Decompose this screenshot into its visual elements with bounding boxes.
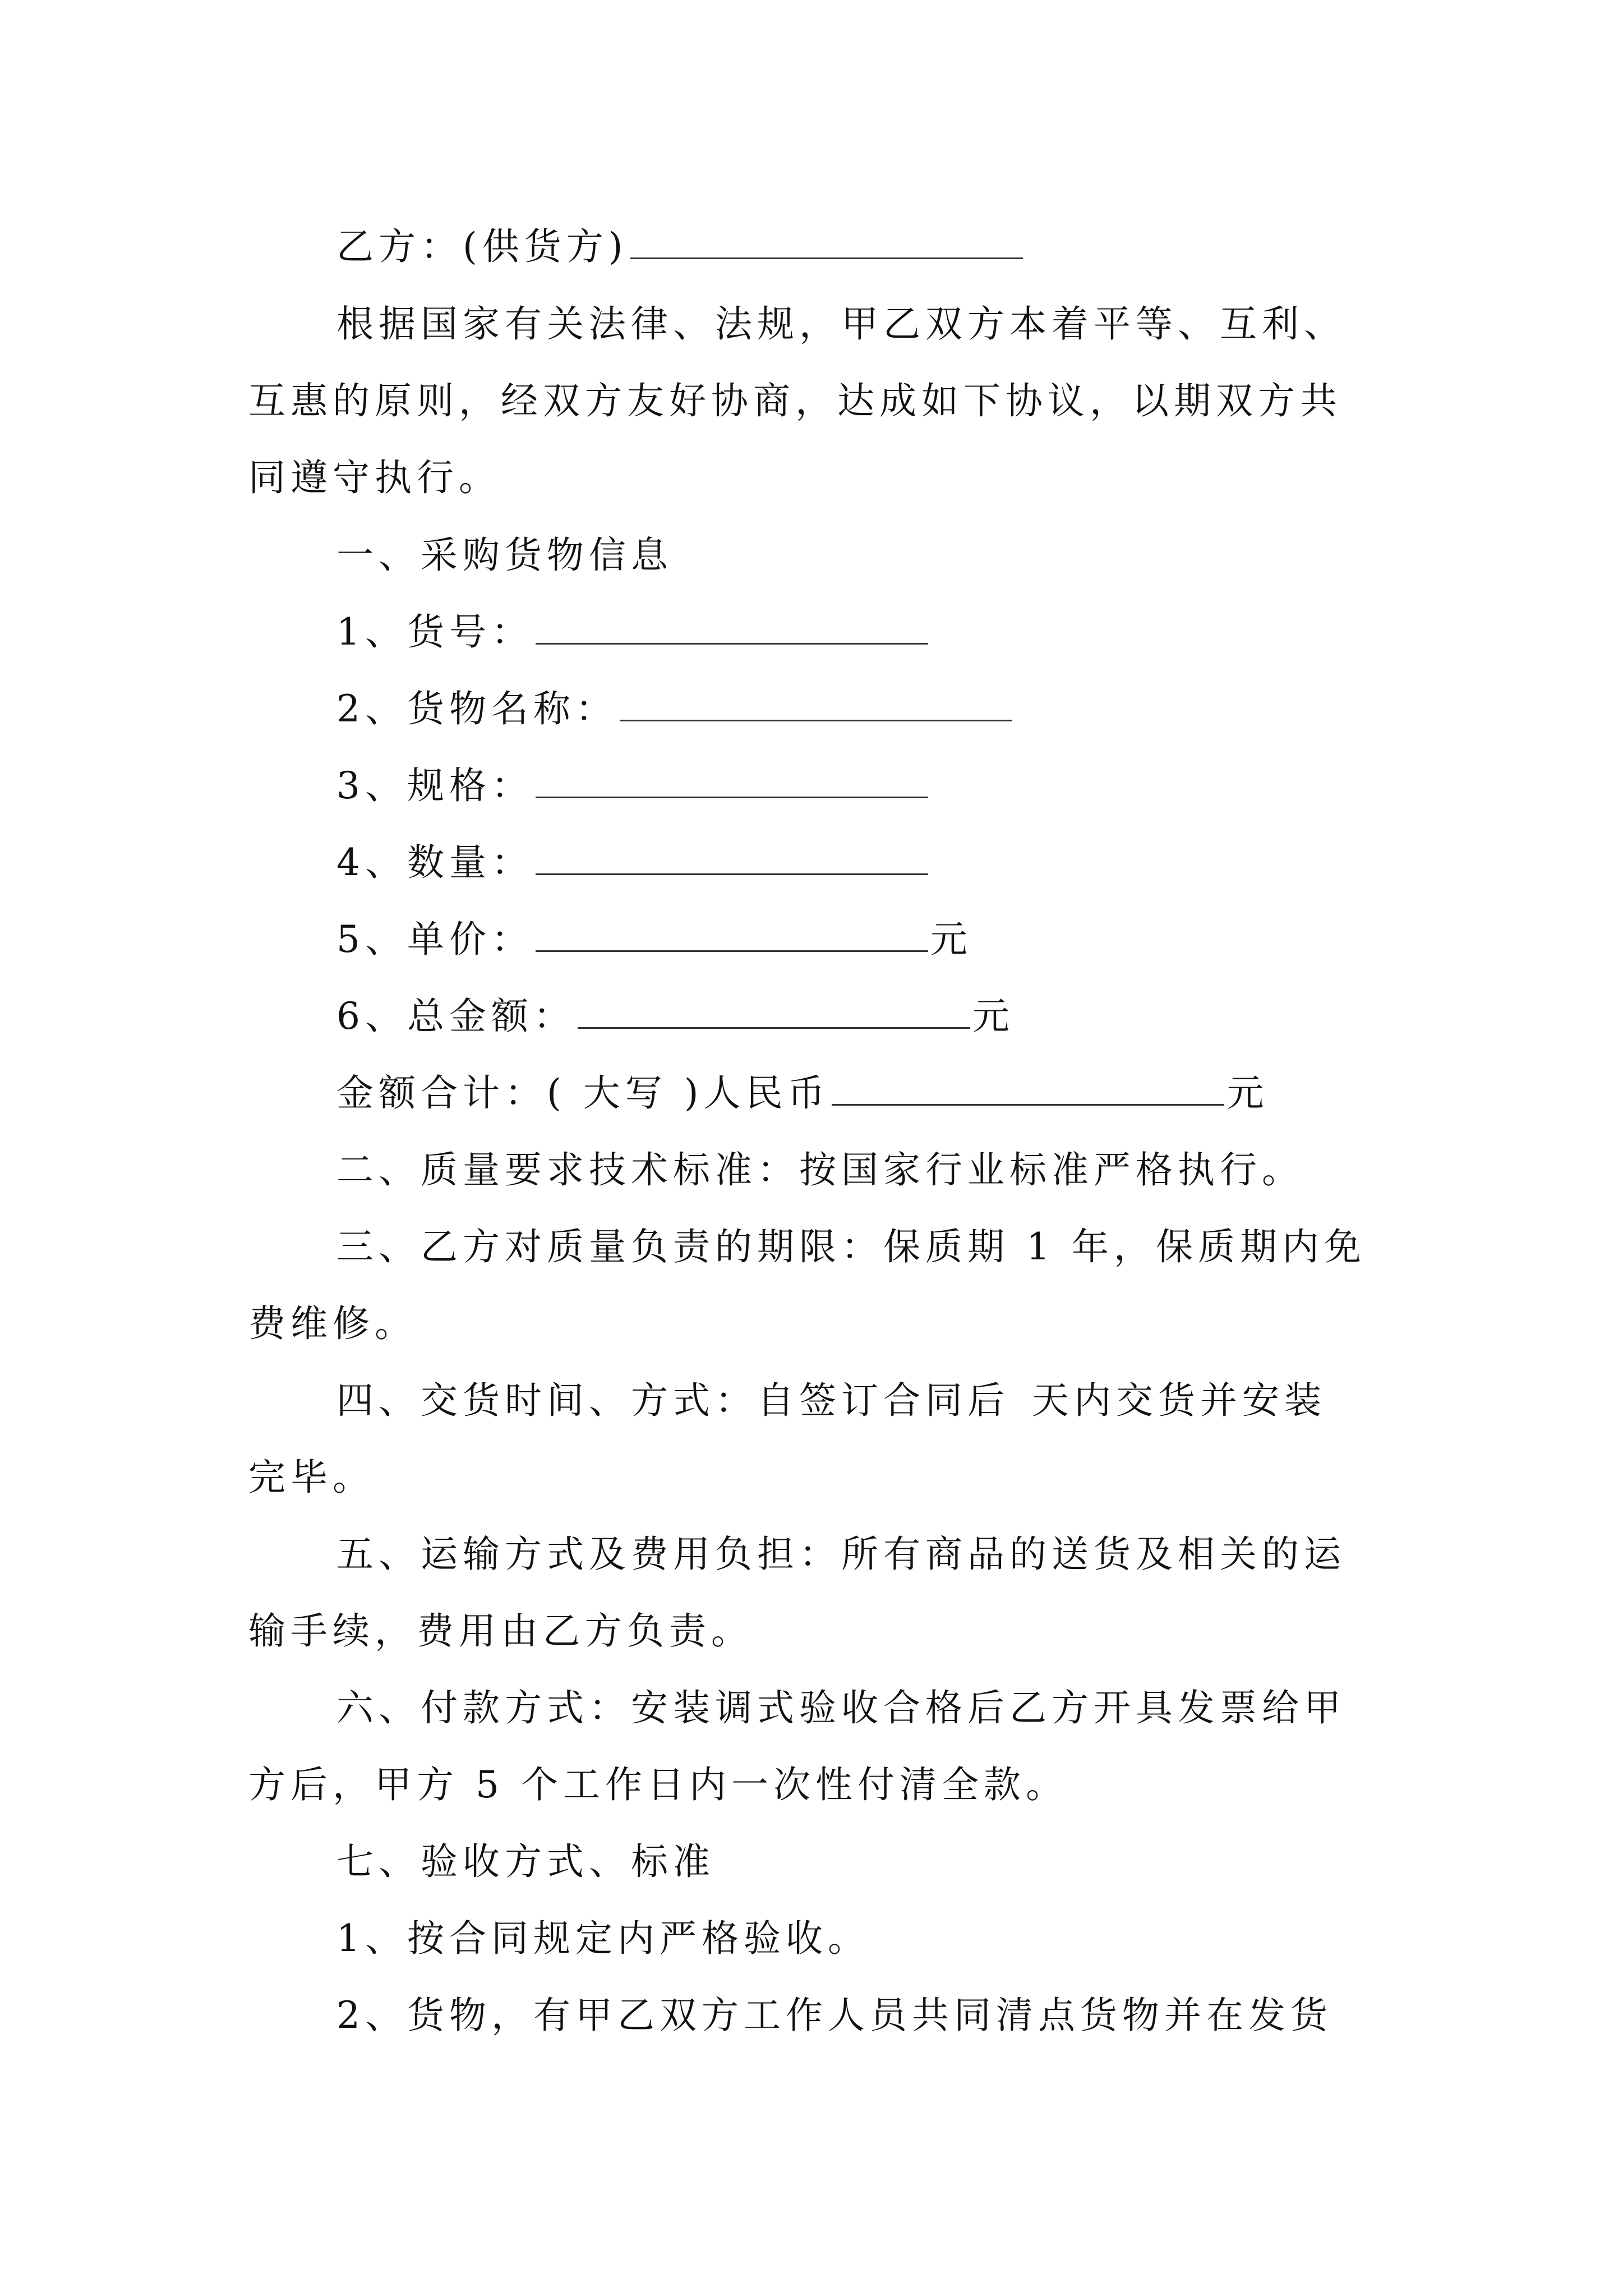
item-goods-name	[0, 675, 1623, 743]
section2-text: 二、质量要求技术标准：按国家行业标准严格执行。	[336, 1148, 1304, 1191]
item-blank	[536, 917, 928, 952]
party-b-label: 乙方：(供货方)	[336, 225, 628, 268]
item-label: 4、数量：	[336, 841, 533, 884]
party-b-blank	[630, 224, 1023, 259]
item-suffix: 元	[930, 918, 972, 961]
party-b-line	[0, 213, 1623, 280]
item-unit-price	[0, 906, 1623, 973]
item-goods-number	[0, 599, 1623, 666]
section5-line-1: 五、运输方式及费用负担：所有商品的送货及相关的运	[336, 1533, 1346, 1576]
section5-line-2: 输手续，费用由乙方负责。	[248, 1609, 753, 1653]
item-quantity	[0, 829, 1623, 896]
intro-line-1: 根据国家有关法律、法规，甲乙双方本着平等、互利、	[336, 302, 1346, 346]
item-blank	[578, 993, 970, 1029]
item-label: 2、货物名称：	[336, 687, 617, 730]
amount-total-blank	[832, 1070, 1224, 1106]
item-label: 5、单价：	[336, 918, 533, 961]
item-label: 1、货号：	[336, 610, 533, 654]
section6-line-1: 六、付款方式：安装调式验收合格后乙方开具发票给甲	[336, 1686, 1346, 1729]
section3-line-2: 费维修。	[248, 1302, 417, 1345]
section7-heading: 七、验收方式、标准	[336, 1840, 715, 1883]
item-blank	[620, 686, 1012, 721]
section4-line-2: 完毕。	[248, 1456, 375, 1499]
item-suffix: 元	[972, 995, 1015, 1038]
item-blank	[536, 840, 928, 875]
section6-line-2: 方后，甲方 5 个工作日内一次性付清全款。	[248, 1763, 1068, 1806]
item-blank	[536, 609, 928, 645]
section1-heading: 一、采购货物信息	[336, 533, 673, 577]
section4-text-a: 四、交货时间、方式：自签订合同后	[336, 1379, 1009, 1422]
section7-item-1: 1、按合同规定内严格验收。	[336, 1917, 870, 1960]
amount-total-suffix: 元	[1227, 1071, 1269, 1115]
item-total-amount	[0, 983, 1623, 1050]
item-spec	[0, 752, 1623, 820]
intro-line-3: 同遵守执行。	[248, 456, 501, 499]
section7-item-2: 2、货物，有甲乙双方工作人员共同清点货物并在发货	[336, 1994, 1332, 2037]
section3-line-1: 三、乙方对质量负责的期限：保质期 1 年，保质期内免	[336, 1225, 1366, 1268]
intro-line-2: 互惠的原则，经双方友好协商，达成如下协议，以期双方共	[248, 379, 1342, 422]
amount-total-line	[0, 1060, 1623, 1127]
item-blank	[536, 763, 928, 798]
section4-line-1	[0, 1367, 1623, 1434]
amount-total-label: 金额合计：( 大写 )人民币	[336, 1071, 830, 1115]
item-label: 3、规格：	[336, 764, 533, 807]
item-label: 6、总金额：	[336, 995, 575, 1038]
section4-text-b: 天内交货并安装	[1032, 1379, 1326, 1422]
